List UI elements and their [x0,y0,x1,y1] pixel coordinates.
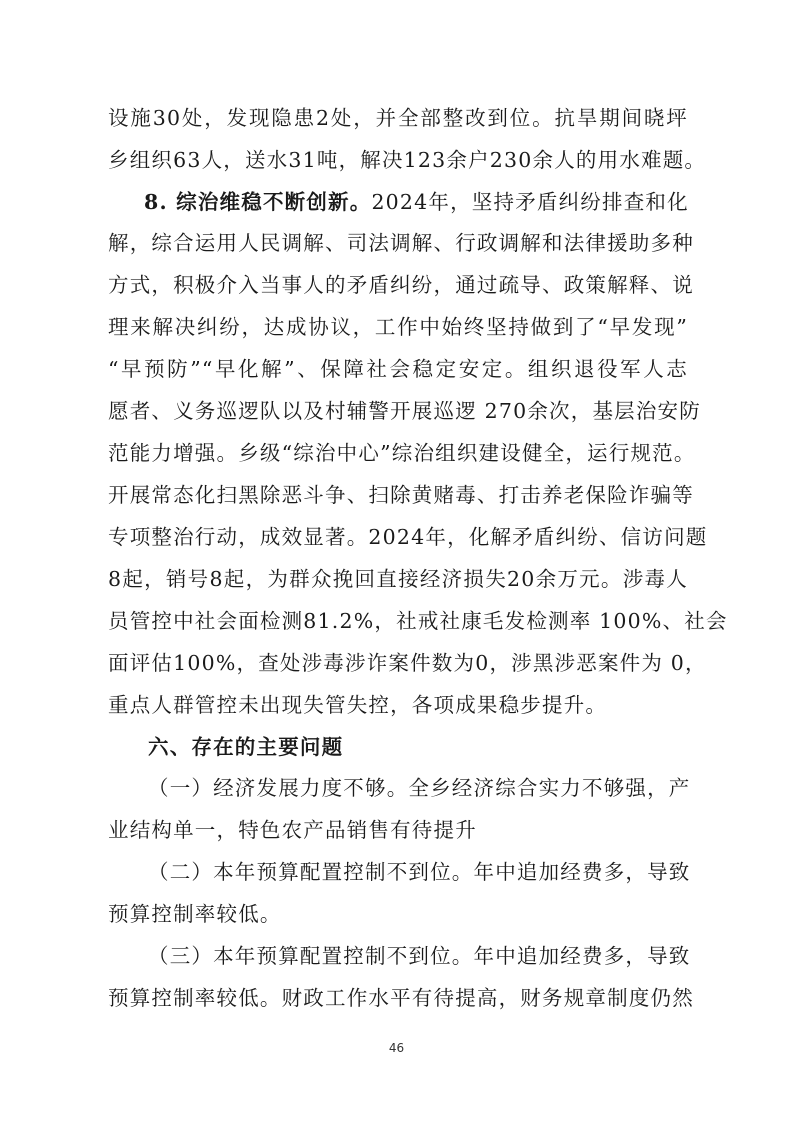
body-line: 员管控中社会面检测81.2%，社戒社康毛发检测率 100%、社会 [108,609,728,633]
body-line: 重点人群管控未出现失管失控，各项成果稳步提升。 [108,693,608,717]
section-8-heading: 8. 综治维稳不断创新。 [144,190,372,214]
body-line: （二）本年预算配置控制不到位。年中追加经费多，导致 [148,860,691,884]
body-line: （一）经济发展力度不够。全乡经济综合实力不够强，产 [148,776,691,800]
body-line: 预算控制率较低。 [108,902,282,926]
body-line: “早预防”“早化解”、保障社会稳定安定。组织退役军人志 [108,357,688,381]
body-line: 设施30处，发现隐患2处，并全部整改到位。抗旱期间晓坪 [108,106,688,130]
body-line: 业结构单一，特色农产品销售有待提升 [108,818,477,842]
section-heading: 六、存在的主要问题 [148,735,344,759]
body-line: 预算控制率较低。财政工作水平有待提高，财务规章制度仍然 [108,986,694,1010]
body-line: 专项整治行动，成效显著。2024年，化解矛盾纠纷、信访问题 [108,525,708,549]
section-8-text: 2024年，坚持矛盾纠纷排查和化 [371,190,689,214]
body-line: 开展常态化扫黑除恶斗争、扫除黄赌毒、打击养老保险诈骗等 [108,483,694,507]
body-line: 乡组织63人，送水31吨，解决123余户230余人的用水难题。 [108,148,707,172]
body-line: 范能力增强。乡级“综治中心”综治组织建设健全，运行规范。 [108,441,696,465]
body-line: 面评估100%，查处涉毒涉诈案件数为0，涉黑涉恶案件为 0， [108,651,707,675]
body-line: 方式，积极介入当事人的矛盾纠纷，通过疏导、政策解释、说 [108,273,694,297]
body-line: 愿者、义务巡逻队以及村辅警开展巡逻 270余次，基层治安防 [108,399,701,423]
body-line: （三）本年预算配置控制不到位。年中追加经费多，导致 [148,944,691,968]
body-line: 8起，销号8起，为群众挽回直接经济损失20余万元。涉毒人 [108,567,688,591]
body-line: 理来解决纠纷，达成协议，工作中始终坚持做到了“早发现” [108,315,688,339]
body-line: 解，综合运用人民调解、司法调解、行政调解和法律援助多种 [108,231,694,255]
section-8-line [144,188,688,216]
page-number: 46 [388,1041,405,1055]
